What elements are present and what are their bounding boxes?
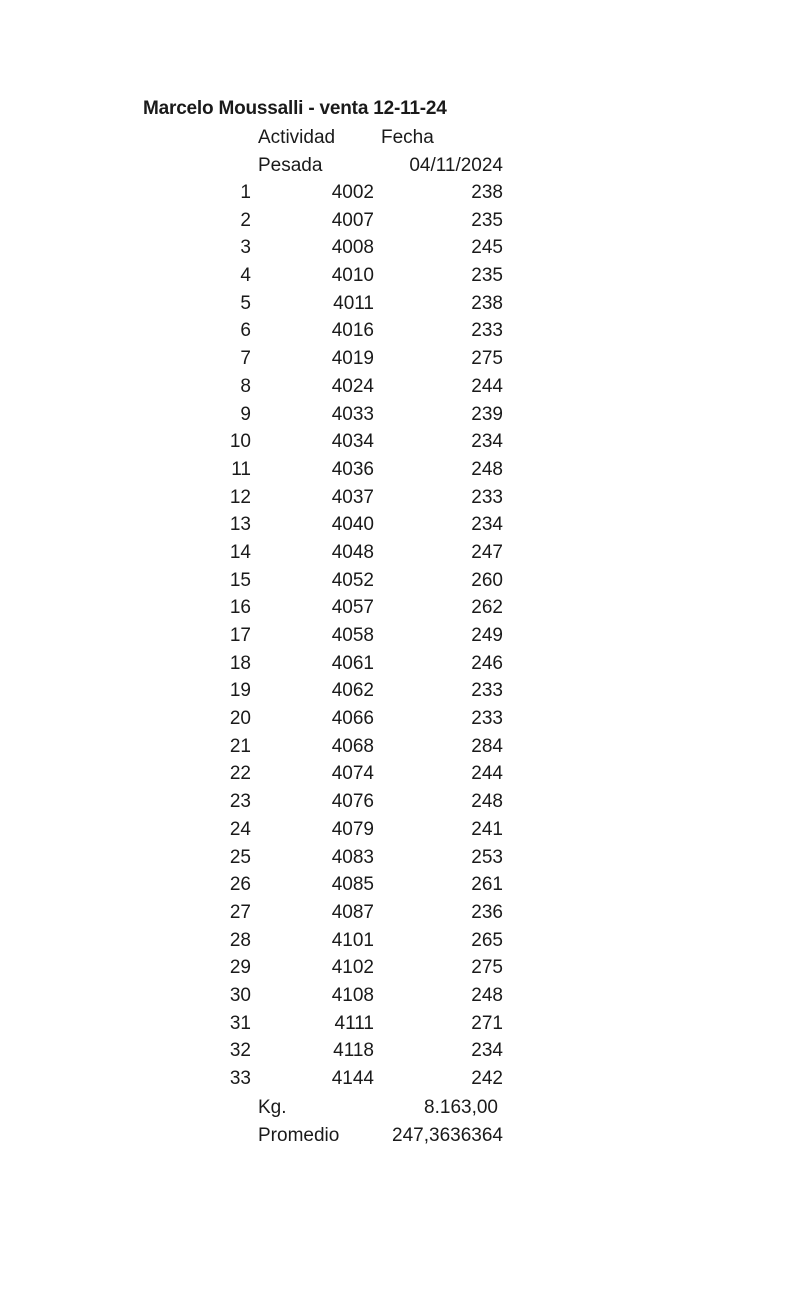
weight-value: 238 — [471, 182, 503, 203]
weight-value: 233 — [471, 708, 503, 730]
weight-value: 249 — [471, 625, 503, 646]
table-row — [0, 182, 800, 210]
table-row — [0, 1040, 800, 1068]
weight-value: 248 — [471, 458, 503, 480]
table-row — [0, 1068, 800, 1096]
table-row — [0, 791, 800, 819]
weight-value: 244 — [471, 763, 503, 785]
weight-value: 253 — [471, 846, 503, 868]
table-row — [0, 376, 800, 404]
animal-id: 4040 — [331, 514, 374, 536]
animal-id: 4085 — [331, 874, 374, 896]
table-row — [0, 431, 800, 459]
weight-value: 275 — [471, 957, 503, 979]
row-number: 24 — [229, 818, 251, 840]
row-number: 29 — [229, 957, 251, 979]
row-number: 6 — [240, 320, 251, 342]
weight-value: 245 — [471, 237, 503, 259]
animal-id: 4019 — [331, 348, 374, 370]
animal-id: 4057 — [331, 597, 374, 619]
animal-id: 4010 — [331, 265, 374, 287]
weight-value: 261 — [471, 874, 503, 896]
animal-id: 4011 — [333, 292, 374, 314]
table-row — [0, 1013, 800, 1041]
row-number: 32 — [229, 1040, 251, 1062]
weight-value: 233 — [471, 320, 503, 342]
weight-value: 242 — [471, 1068, 503, 1089]
row-number: 28 — [229, 929, 251, 951]
animal-id: 4102 — [331, 957, 374, 979]
row-number: 11 — [231, 458, 251, 480]
table-row — [0, 653, 800, 681]
table-row — [0, 708, 800, 736]
header-pesada: Pesada — [258, 155, 323, 176]
row-number: 23 — [229, 791, 251, 813]
animal-id: 4052 — [331, 569, 374, 591]
row-number: 27 — [229, 901, 251, 923]
row-number: 14 — [229, 541, 251, 563]
animal-id: 4083 — [331, 846, 374, 868]
animal-id: 4087 — [331, 901, 374, 923]
row-number: 13 — [229, 514, 251, 536]
table-row — [0, 847, 800, 875]
animal-id: 4007 — [331, 209, 374, 231]
table-row — [0, 597, 800, 625]
table-row — [0, 957, 800, 985]
weights-table — [0, 182, 800, 1096]
animal-id: 4033 — [331, 403, 374, 425]
table-row — [0, 819, 800, 847]
weight-value: 234 — [471, 1040, 503, 1062]
row-number: 5 — [240, 292, 251, 314]
animal-id: 4079 — [331, 818, 374, 840]
table-row — [0, 625, 800, 653]
weight-value: 265 — [471, 929, 503, 951]
animal-id: 4058 — [331, 625, 374, 646]
row-number: 30 — [229, 984, 251, 1006]
table-row — [0, 514, 800, 542]
total-kg-label: Kg. — [258, 1097, 287, 1118]
row-number: 18 — [229, 652, 251, 674]
total-kg-value: 8.163,00 — [424, 1097, 498, 1118]
animal-id: 4062 — [331, 680, 374, 702]
weight-value: 284 — [471, 735, 503, 757]
table-row — [0, 930, 800, 958]
table-row — [0, 985, 800, 1013]
animal-id: 4008 — [331, 237, 374, 259]
animal-id: 4118 — [333, 1040, 374, 1062]
row-number: 1 — [240, 182, 251, 203]
table-row — [0, 763, 800, 791]
animal-id: 4074 — [331, 763, 374, 785]
weight-value: 234 — [471, 431, 503, 453]
row-number: 22 — [229, 763, 251, 785]
table-row — [0, 570, 800, 598]
weight-value: 236 — [471, 901, 503, 923]
table-row — [0, 265, 800, 293]
weight-value: 241 — [471, 818, 503, 840]
row-number: 33 — [229, 1068, 251, 1089]
row-number: 15 — [229, 569, 251, 591]
table-row — [0, 487, 800, 515]
table-row — [0, 680, 800, 708]
animal-id: 4037 — [331, 486, 374, 508]
animal-id: 4048 — [331, 541, 374, 563]
table-row — [0, 237, 800, 265]
weight-value: 262 — [471, 597, 503, 619]
animal-id: 4111 — [334, 1012, 374, 1034]
animal-id: 4002 — [331, 182, 374, 203]
animal-id: 4034 — [331, 431, 374, 453]
animal-id: 4068 — [331, 735, 374, 757]
row-number: 25 — [229, 846, 251, 868]
animal-id: 4016 — [331, 320, 374, 342]
table-row — [0, 542, 800, 570]
row-number: 17 — [229, 625, 251, 646]
row-number: 10 — [229, 431, 251, 453]
animal-id: 4076 — [331, 791, 374, 813]
table-row — [0, 902, 800, 930]
table-row — [0, 210, 800, 238]
row-number: 12 — [229, 486, 251, 508]
header-date: 04/11/2024 — [409, 155, 503, 176]
weight-value: 271 — [471, 1012, 503, 1034]
header-actividad: Actividad — [258, 127, 336, 148]
table-row — [0, 348, 800, 376]
table-row — [0, 874, 800, 902]
row-number: 31 — [229, 1012, 251, 1034]
table-row — [0, 320, 800, 348]
row-number: 19 — [229, 680, 251, 702]
animal-id: 4108 — [331, 984, 374, 1006]
document-title: Marcelo Moussalli - venta 12-11-24 — [143, 98, 447, 119]
weight-value: 260 — [471, 569, 503, 591]
animal-id: 4144 — [331, 1068, 374, 1089]
animal-id: 4066 — [331, 708, 374, 730]
row-number: 7 — [240, 348, 251, 370]
animal-id: 4036 — [331, 458, 374, 480]
weight-value: 235 — [471, 265, 503, 287]
row-number: 26 — [229, 874, 251, 896]
row-number: 8 — [240, 375, 251, 397]
weight-value: 239 — [471, 403, 503, 425]
row-number: 2 — [240, 209, 251, 231]
table-row — [0, 293, 800, 321]
animal-id: 4061 — [331, 652, 374, 674]
table-row — [0, 459, 800, 487]
animal-id: 4024 — [331, 375, 374, 397]
row-number: 4 — [240, 265, 251, 287]
weight-value: 248 — [471, 984, 503, 1006]
header-fecha: Fecha — [381, 127, 434, 148]
table-row — [0, 404, 800, 432]
row-number: 3 — [240, 237, 251, 259]
weight-value: 247 — [471, 541, 503, 563]
weight-value: 234 — [471, 514, 503, 536]
weight-value: 233 — [471, 486, 503, 508]
row-number: 20 — [229, 708, 251, 730]
weight-value: 244 — [471, 375, 503, 397]
row-number: 21 — [229, 735, 251, 757]
row-number: 9 — [240, 403, 251, 425]
weight-value: 275 — [471, 348, 503, 370]
weight-value: 235 — [471, 209, 503, 231]
table-row — [0, 736, 800, 764]
average-label: Promedio — [258, 1125, 340, 1146]
average-value: 247,3636364 — [392, 1125, 503, 1146]
weight-value: 233 — [471, 680, 503, 702]
row-number: 16 — [229, 597, 251, 619]
weight-value: 248 — [471, 791, 503, 813]
weight-value: 246 — [471, 652, 503, 674]
weight-value: 238 — [471, 292, 503, 314]
animal-id: 4101 — [331, 929, 374, 951]
